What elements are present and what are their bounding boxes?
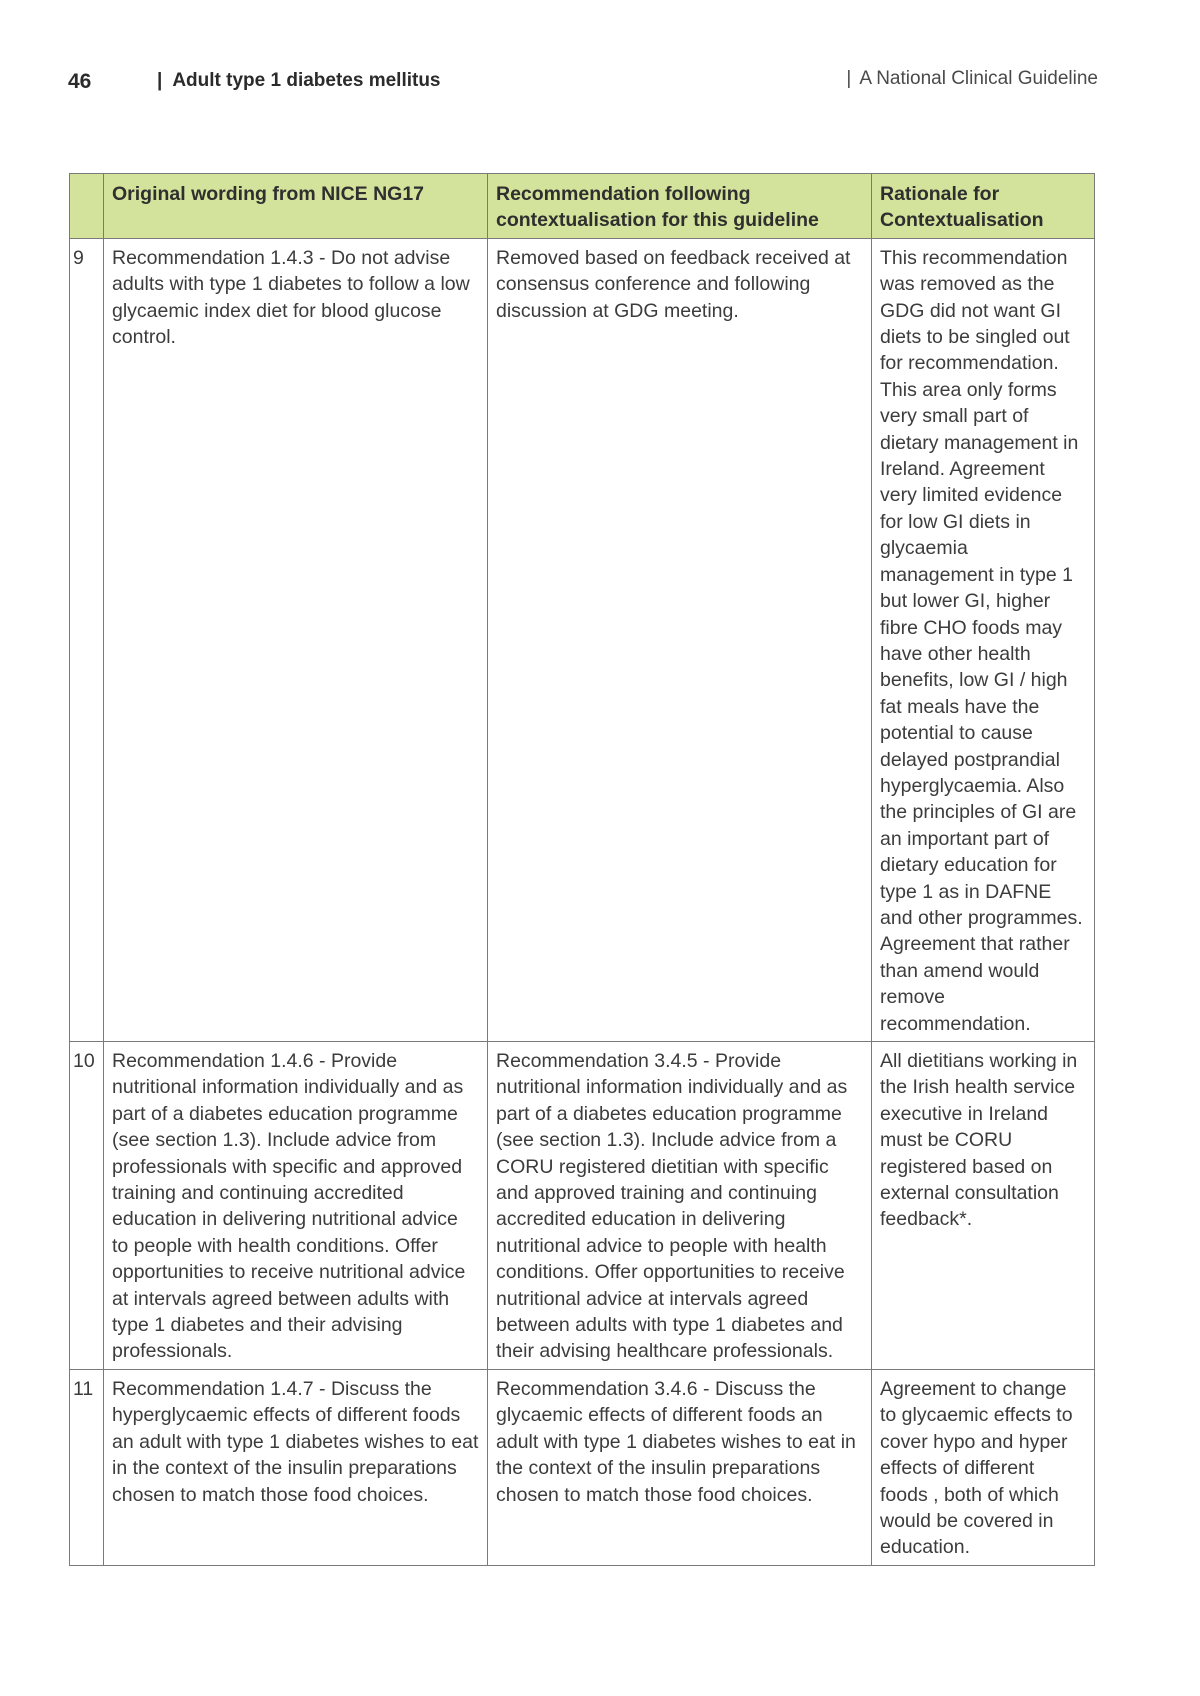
original-wording-cell: Recommendation 1.4.3 - Do not advise adults with type 1 diabetes to follow a low glycaemic index diet for blood glucose control. — [104, 238, 488, 1041]
row-number: 10 — [70, 1042, 104, 1370]
column-header-number — [70, 174, 104, 239]
table-row — [70, 238, 1095, 1041]
row-number: 11 — [70, 1369, 104, 1565]
document-title-text: Adult type 1 diabetes mellitus — [172, 70, 441, 91]
guideline-label-text: A National Clinical Guideline — [859, 68, 1098, 89]
document-title — [157, 70, 441, 92]
row-number: 9 — [70, 238, 104, 1041]
recommendations-table — [69, 173, 1095, 1566]
column-header-rationale: Rationale for Contextualisation — [872, 174, 1095, 239]
title-separator: | — [157, 70, 163, 91]
recommendation-cell: Removed based on feedback received at consensus conference and following discussion at GDG meeting. — [488, 238, 872, 1041]
guideline-separator: | — [846, 68, 852, 89]
table-row — [70, 1369, 1095, 1565]
rationale-cell: This recommendation was removed as the GDG did not want GI diets to be singled out for recommendation. This area only forms very small part of dietary management in Ireland. Agreement very limited evidence for low GI diets in glycaemia management in type 1 but lower GI, higher fibre CHO foods may have other health benefits, low GI / high fat meals have the potential to cause delayed postprandial hyperglycaemia. Also the principles of GI are an important part of dietary education for type 1 as in DAFNE and other programmes. Agreement that rather than amend would remove recommendation. — [872, 238, 1095, 1041]
page-header — [68, 66, 1098, 96]
guideline-label — [846, 68, 1098, 90]
rationale-cell: All dietitians working in the Irish health service executive in Ireland must be CORU registered based on external consultation feedback*. — [872, 1042, 1095, 1370]
original-wording-cell: Recommendation 1.4.7 - Discuss the hyperglycaemic effects of different foods an adult with type 1 diabetes wishes to eat in the context of the insulin preparations chosen to match those food choices. — [104, 1369, 488, 1565]
recommendation-cell: Recommendation 3.4.5 - Provide nutritional information individually and as part of a diabetes education programme (see section 1.3). Include advice from a CORU registered dietitian with specific and approved training and continuing accredited education in delivering nutritional advice to people with health conditions. Offer opportunities to receive nutritional advice at intervals agreed between adults with type 1 diabetes and their advising healthcare professionals. — [488, 1042, 872, 1370]
table-row — [70, 1042, 1095, 1370]
rationale-cell: Agreement to change to glycaemic effects to cover hypo and hyper effects of different foods , both of which would be covered in education. — [872, 1369, 1095, 1565]
recommendation-cell: Recommendation 3.4.6 - Discuss the glycaemic effects of different foods an adult with type 1 diabetes wishes to eat in the context of the insulin preparations chosen to match those food choices. — [488, 1369, 872, 1565]
column-header-original: Original wording from NICE NG17 — [104, 174, 488, 239]
column-header-recommendation: Recommendation following contextualisation for this guideline — [488, 174, 872, 239]
page-number: 46 — [68, 70, 92, 93]
table-header-row — [70, 174, 1095, 239]
original-wording-cell: Recommendation 1.4.6 - Provide nutritional information individually and as part of a diabetes education programme (see section 1.3). Include advice from professionals with specific and approved training and continuing accredited education in delivering nutritional advice to people with health conditions. Offer opportunities to receive nutritional advice at intervals agreed between adults with type 1 diabetes and their advising professionals. — [104, 1042, 488, 1370]
